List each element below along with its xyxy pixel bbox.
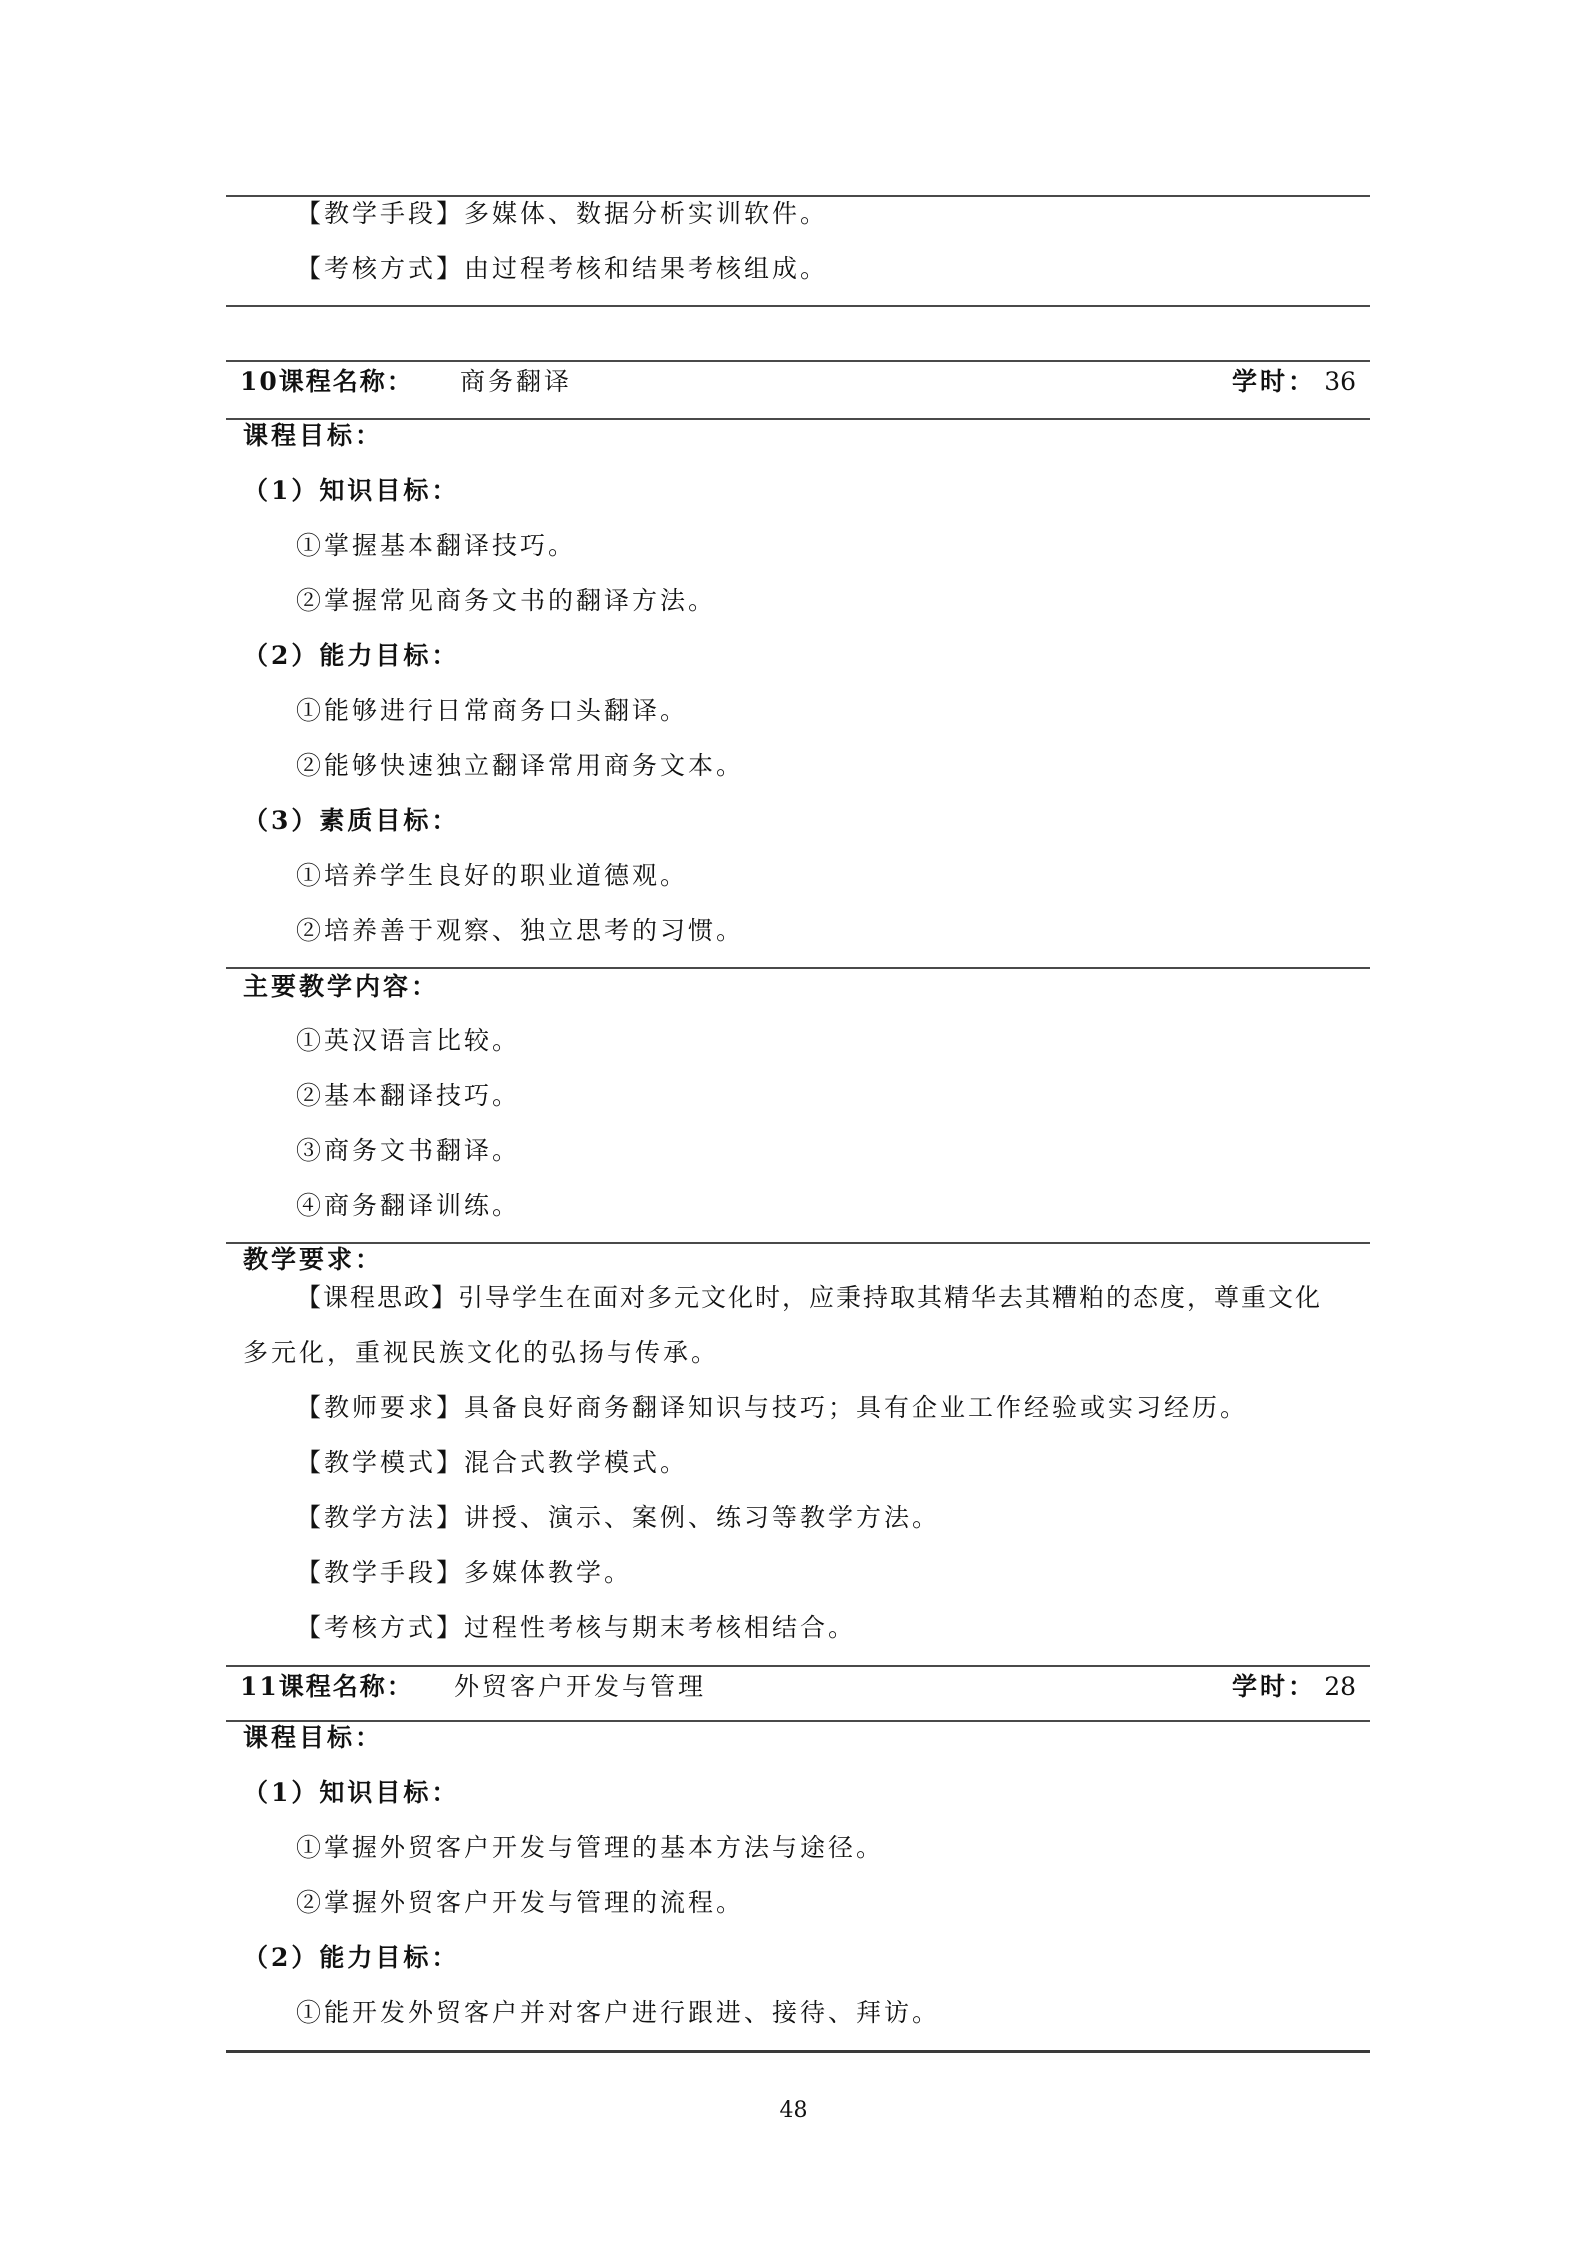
subsection-heading: （2）能力目标： <box>243 1943 460 1972</box>
section-heading: 教学要求： <box>243 1245 384 1274</box>
course-name: 外贸客户开发与管理 <box>454 1672 707 1701</box>
assessment-method: 【考核方式】过程性考核与期末考核相结合。 <box>296 1613 857 1642</box>
teaching-means: 【教学手段】多媒体教学。 <box>296 1558 633 1587</box>
hours-value: 28 <box>1324 1672 1356 1701</box>
list-item: ②掌握常见商务文书的翻译方法。 <box>296 586 717 615</box>
divider-rule <box>226 418 1370 420</box>
teaching-mode: 【教学模式】混合式教学模式。 <box>296 1448 689 1477</box>
course-number-label: 11课程名称： <box>240 1672 414 1701</box>
section-heading: 课程目标： <box>243 421 384 450</box>
list-item: ①能开发外贸客户并对客户进行跟进、接待、拜访。 <box>296 1998 941 2027</box>
subsection-heading: （2）能力目标： <box>243 641 460 670</box>
section-heading: 课程目标： <box>243 1723 384 1752</box>
list-item: ②掌握外贸客户开发与管理的流程。 <box>296 1888 745 1917</box>
divider-rule <box>226 1720 1370 1722</box>
list-item: ①掌握基本翻译技巧。 <box>296 531 577 560</box>
ideology-requirement-cont: 多元化，重视民族文化的弘扬与传承。 <box>243 1338 720 1367</box>
divider-rule <box>226 967 1370 969</box>
list-item: ①培养学生良好的职业道德观。 <box>296 861 689 890</box>
list-item: ②培养善于观察、独立思考的习惯。 <box>296 916 745 945</box>
hours-value: 36 <box>1324 367 1356 396</box>
subsection-heading: （1）知识目标： <box>243 476 460 505</box>
divider-rule <box>226 195 1370 197</box>
list-item: ②能够快速独立翻译常用商务文本。 <box>296 751 745 780</box>
divider-rule <box>226 1242 1370 1244</box>
teacher-requirement: 【教师要求】具备良好商务翻译知识与技巧；具有企业工作经验或实习经历。 <box>296 1393 1249 1422</box>
hours-label: 学时： <box>1231 367 1316 396</box>
course-header <box>240 362 1356 402</box>
list-item: ①英汉语言比较。 <box>296 1026 521 1055</box>
list-item: ③商务文书翻译。 <box>296 1136 521 1165</box>
list-item: ①能够进行日常商务口头翻译。 <box>296 696 689 725</box>
page-number: 48 <box>779 2098 808 2123</box>
teaching-means: 【教学手段】多媒体、数据分析实训软件。 <box>296 199 829 228</box>
section-heading: 主要教学内容： <box>243 972 440 1001</box>
subsection-heading: （3）素质目标： <box>243 806 460 835</box>
hours-label: 学时： <box>1231 1672 1316 1701</box>
course-number-label: 10课程名称： <box>240 367 414 396</box>
list-item: ②基本翻译技巧。 <box>296 1081 521 1110</box>
list-item: ④商务翻译训练。 <box>296 1191 521 1220</box>
list-item: ①掌握外贸客户开发与管理的基本方法与途径。 <box>296 1833 885 1862</box>
ideology-requirement: 【课程思政】引导学生在面对多元文化时，应秉持取其精华去其糟粕的态度，尊重文化 <box>296 1283 1323 1312</box>
course-header <box>240 1667 1356 1707</box>
assessment-method: 【考核方式】由过程考核和结果考核组成。 <box>296 254 829 283</box>
subsection-heading: （1）知识目标： <box>243 1778 460 1807</box>
divider-rule <box>226 2050 1370 2053</box>
course-name: 商务翻译 <box>460 367 573 396</box>
divider-rule <box>226 305 1370 307</box>
teaching-methods: 【教学方法】讲授、演示、案例、练习等教学方法。 <box>296 1503 941 1532</box>
